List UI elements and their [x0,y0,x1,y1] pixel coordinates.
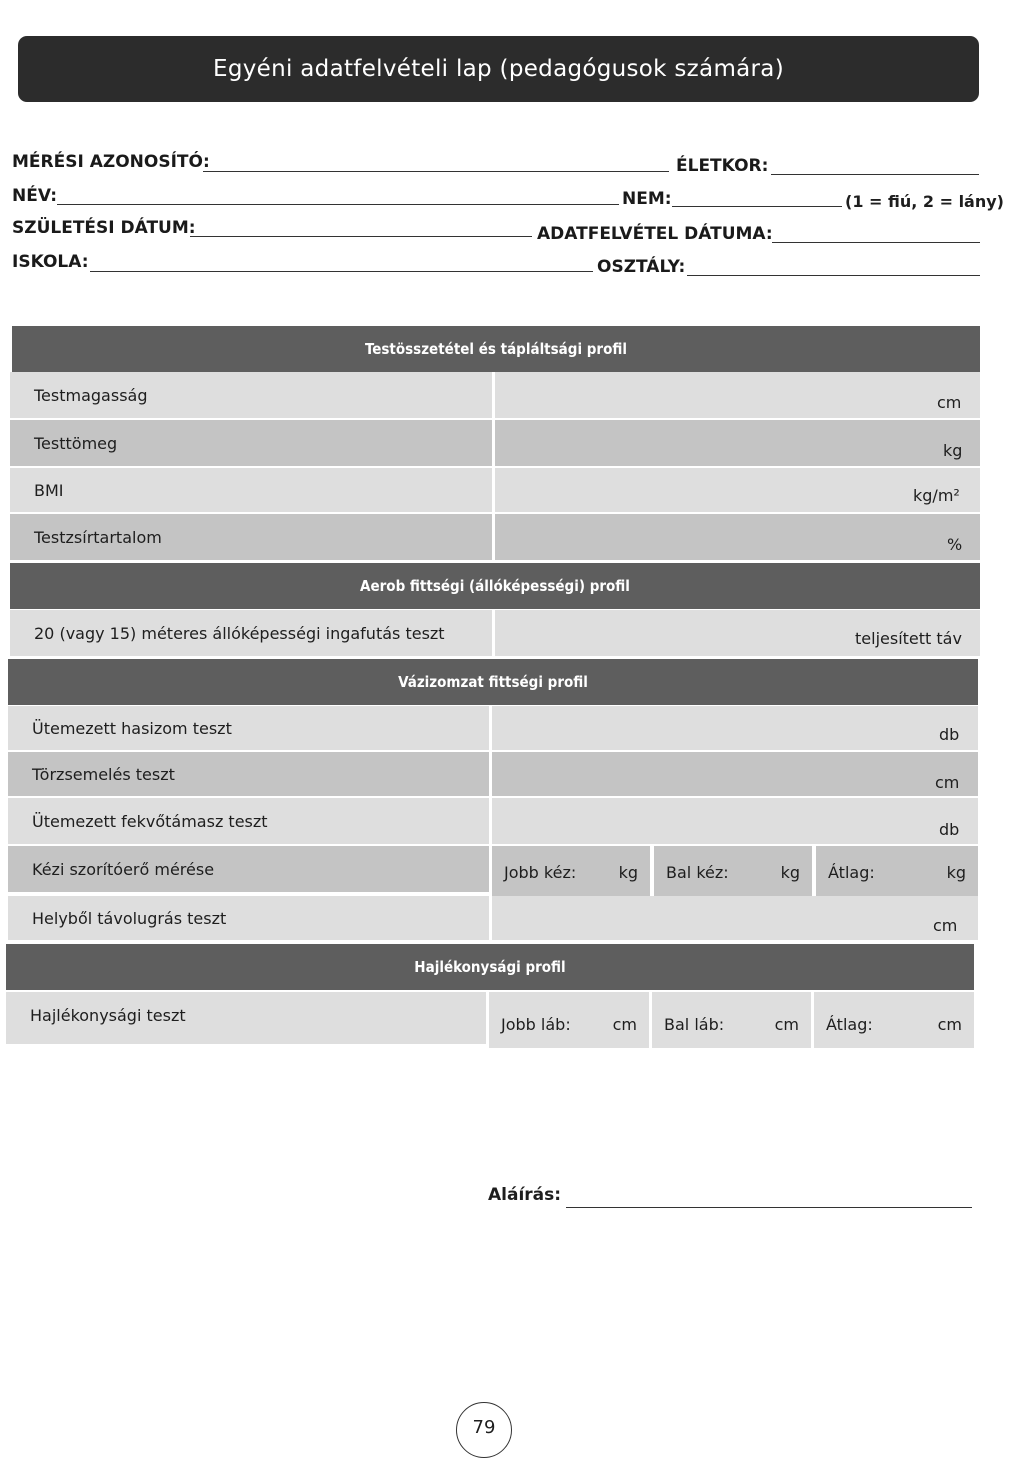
weight-input[interactable] [495,420,980,466]
sex-field[interactable] [672,206,842,207]
handgrip-average-input[interactable] [816,846,978,896]
push-up-unit: db [939,820,960,839]
handgrip-left-input[interactable] [654,846,812,896]
record-date-label: ADATFELVÉTEL DÁTUMA: [537,224,773,244]
handgrip-average-unit: kg [946,863,966,882]
row-label-weight: Testtömeg [10,420,492,466]
handgrip-right-unit: kg [618,863,638,882]
birth-date-label: SZÜLETÉSI DÁTUM: [12,218,196,238]
class-label: OSZTÁLY: [597,257,686,277]
signature-label: Aláírás: [488,1185,562,1205]
trunk-lift-input[interactable] [492,752,978,796]
sex-label: NEM: [622,189,672,209]
row-label-flexibility: Hajlékonysági teszt [6,992,486,1044]
flexibility-left-unit: cm [774,1015,799,1034]
push-up-input[interactable] [492,798,978,844]
class-field[interactable] [687,275,980,276]
handgrip-right-label: Jobb kéz: [504,863,577,882]
bmi-unit: kg/m² [913,486,960,505]
section-header-aerobic: Aerob fittségi (állóképességi) profil [10,563,980,609]
birth-date-field[interactable] [190,236,532,237]
flexibility-right-unit: cm [612,1015,637,1034]
curl-up-unit: db [939,725,960,744]
handgrip-left-label: Bal kéz: [666,863,729,882]
section-header-flexibility: Hajlékonysági profil [6,944,974,990]
measurement-id-label: MÉRÉSI AZONOSÍTÓ: [12,152,210,172]
signature-field[interactable] [566,1207,972,1208]
measurement-id-field[interactable] [203,171,669,172]
body-fat-input[interactable] [495,514,980,560]
school-label: ISKOLA: [12,252,89,272]
name-label: NÉV: [12,186,58,206]
row-label-height: Testmagasság [10,372,492,418]
row-label-trunk-lift: Törzsemelés teszt [8,752,489,796]
bmi-input[interactable] [495,468,980,512]
age-field[interactable] [771,174,979,175]
flexibility-average-input[interactable] [814,992,974,1048]
weight-unit: kg [943,441,963,460]
record-date-field[interactable] [772,242,980,243]
flexibility-left-label: Bal láb: [664,1015,725,1034]
row-label-curl-up: Ütemezett hasizom teszt [8,706,489,750]
trunk-lift-unit: cm [935,773,960,792]
row-label-body-fat: Testzsírtartalom [10,514,492,560]
flexibility-right-label: Jobb láb: [501,1015,571,1034]
flexibility-average-label: Átlag: [826,1015,873,1034]
age-label: ÉLETKOR: [676,156,769,176]
standing-jump-input[interactable] [492,896,978,940]
row-label-shuttle-run: 20 (vagy 15) méteres állóképességi ingafutás teszt [10,610,492,656]
school-field[interactable] [90,271,593,272]
row-label-handgrip: Kézi szorítóerő mérése [8,846,489,892]
page-number: 79 [456,1402,512,1458]
handgrip-left-unit: kg [780,863,800,882]
row-label-push-up: Ütemezett fekvőtámasz teszt [8,798,489,844]
flexibility-right-input[interactable] [489,992,649,1048]
section-header-musculoskeletal: Vázizomzat fittségi profil [8,659,978,705]
height-unit: cm [937,393,962,412]
height-input[interactable] [495,372,980,418]
sex-hint: (1 = fiú, 2 = lány) [845,192,1004,211]
shuttle-run-unit: teljesített táv [855,629,962,648]
handgrip-right-input[interactable] [492,846,650,896]
standing-jump-unit: cm [933,916,958,935]
row-label-bmi: BMI [10,468,492,512]
section-header-body-composition: Testösszetétel és tápláltsági profil [12,326,980,372]
handgrip-average-label: Átlag: [828,863,875,882]
name-field[interactable] [57,204,619,205]
flexibility-left-input[interactable] [652,992,811,1048]
curl-up-input[interactable] [492,706,978,750]
flexibility-average-unit: cm [937,1015,962,1034]
page-title: Egyéni adatfelvételi lap (pedagógusok számára) [18,36,979,102]
body-fat-unit: % [947,535,963,554]
row-label-standing-jump: Helyből távolugrás teszt [8,896,489,940]
